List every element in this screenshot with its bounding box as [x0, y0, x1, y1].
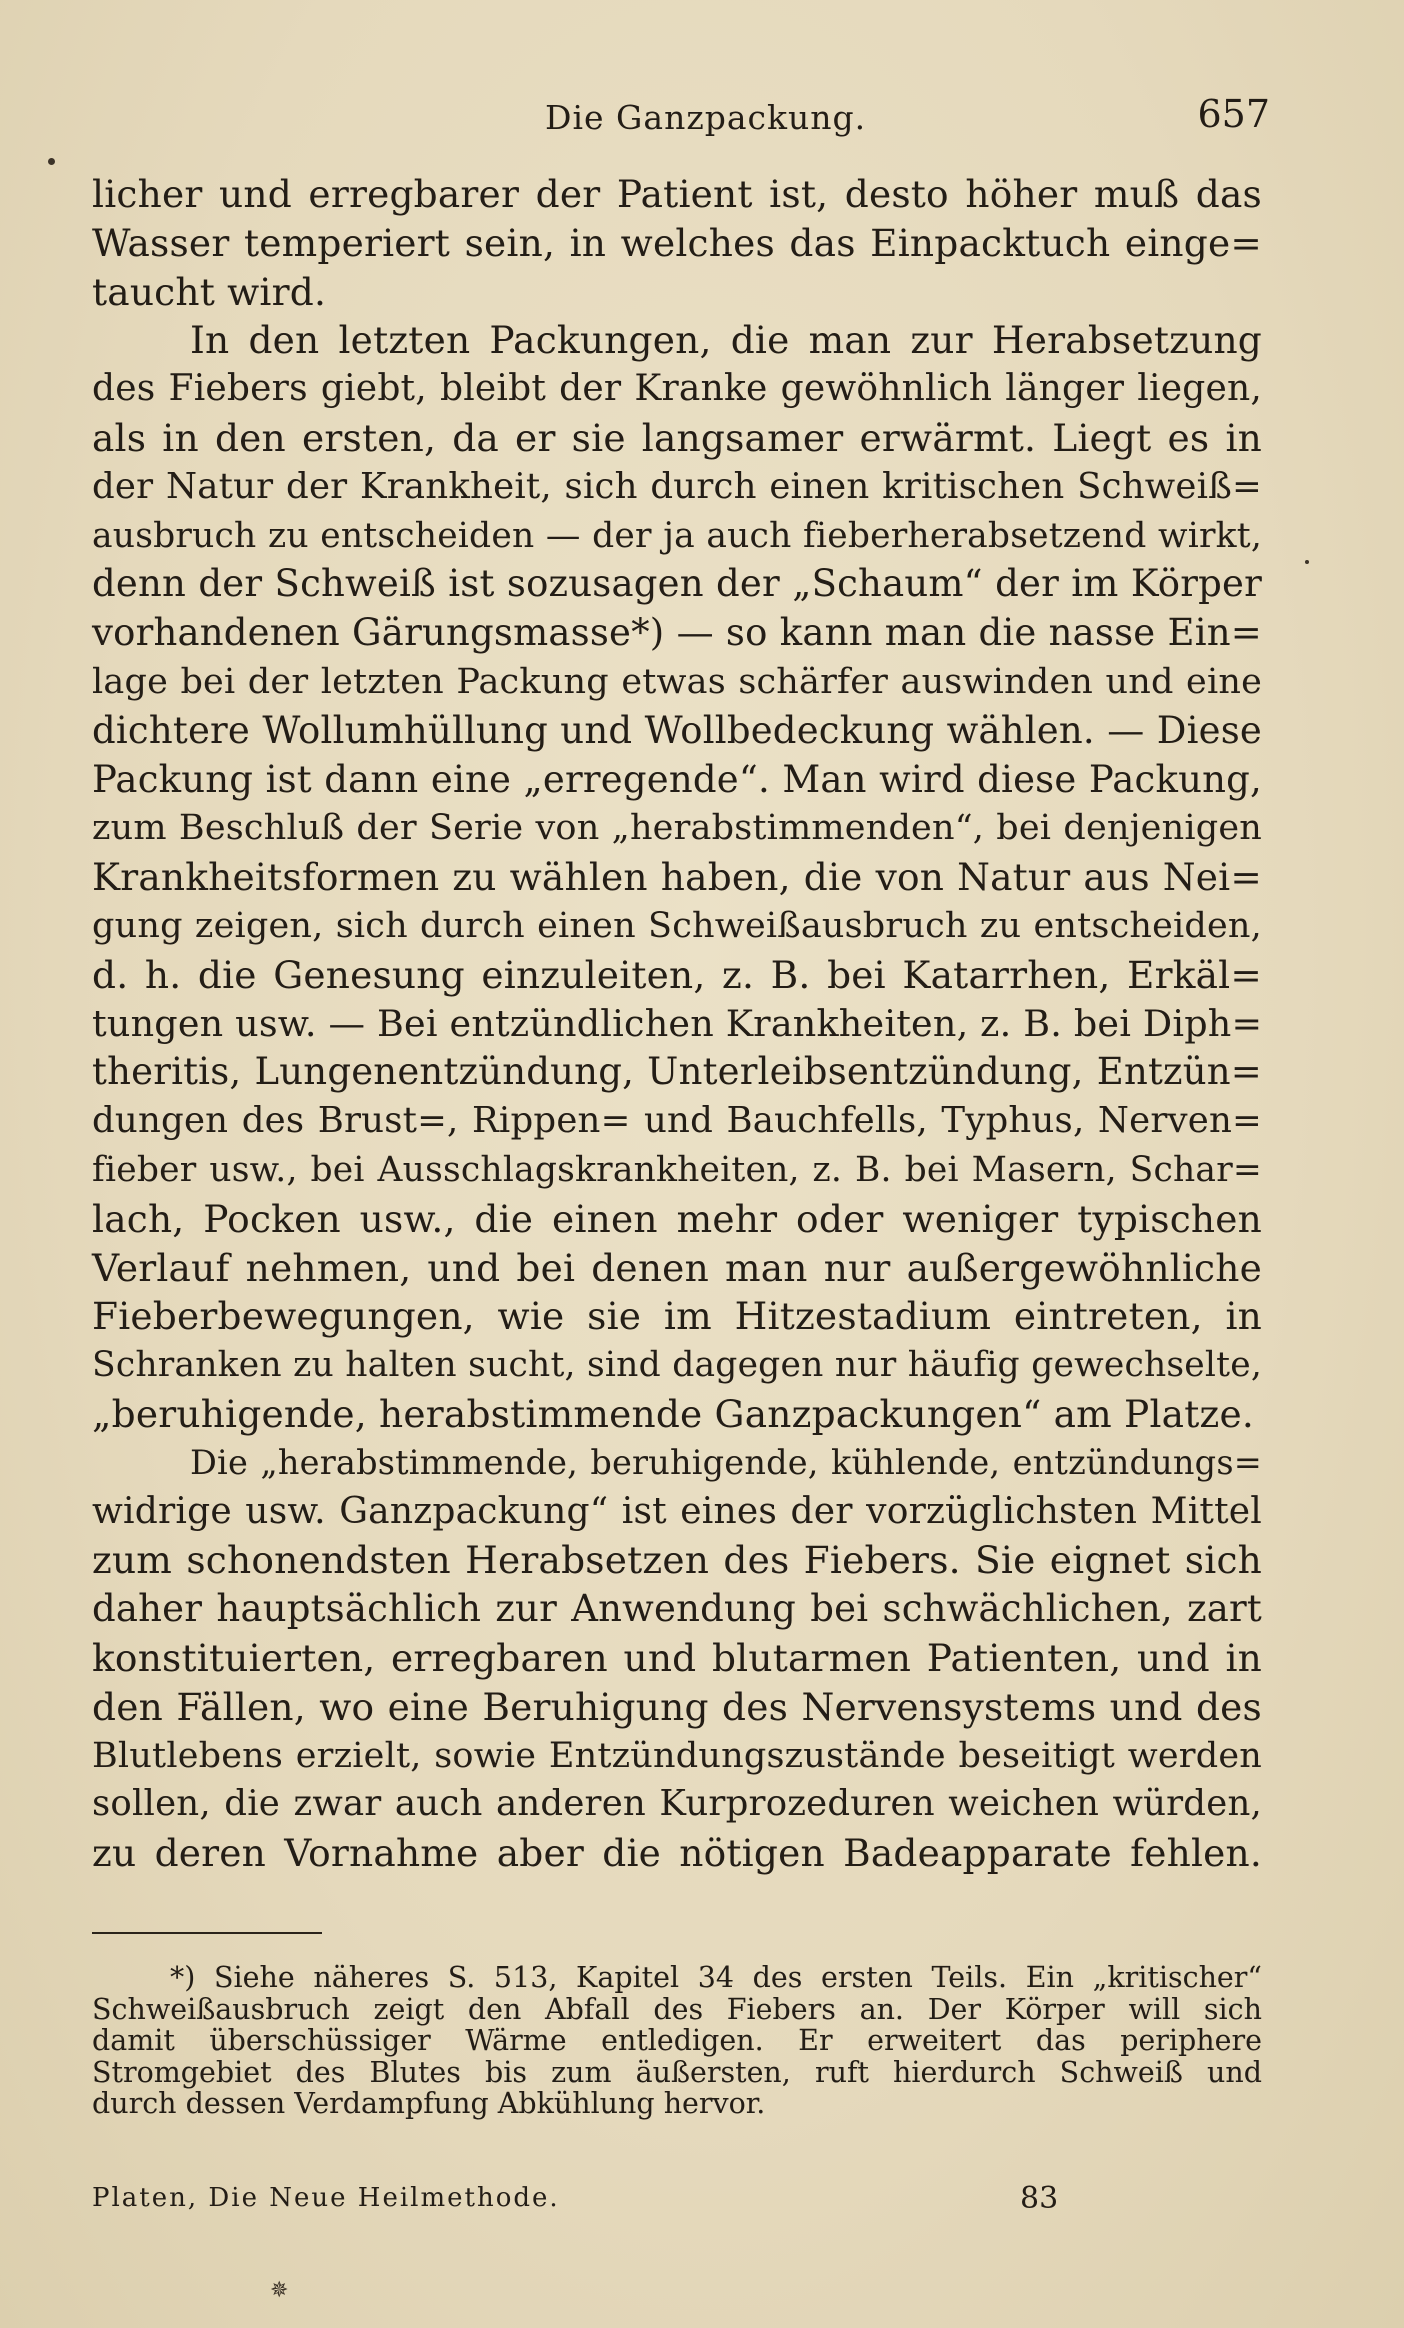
text-line: Schranken zu halten sucht, sind dagegen nur häufig gewechselte,: [92, 1345, 1262, 1386]
text-line: Wasser temperiert sein, in welches das Einpacktuch einge=: [92, 220, 1262, 265]
footnote-line: durch dessen Verdampfung Abkühlung hervor.: [92, 2087, 766, 2120]
body-text: [92, 170, 1262, 1878]
text-line: licher und erregbarer der Patient ist, desto höher muß das: [92, 172, 1262, 216]
running-title: Die Ganzpackung.: [545, 98, 867, 137]
text-line: zum Beschluß der Serie von „herabstimmenden“, bei denjenigen: [92, 808, 1262, 849]
book-signature: Platen, Die Neue Heilmethode.: [92, 2183, 560, 2213]
text-line: konstituierten, erregbaren und blutarmen Patienten, und in: [92, 1635, 1262, 1680]
text-line: der Natur der Krankheit, sich durch einen kritischen Schweiß=: [92, 465, 1262, 507]
text-line: dungen des Brust=, Rippen= und Bauchfells, Typhus, Nerven=: [92, 1100, 1262, 1142]
text-line: dichtere Wollumhüllung und Wollbedeckung wählen. — Diese: [92, 708, 1262, 752]
footnote-line: Schweißausbruch zeigt den Abfall des Fiebers an. Der Körper will sich: [92, 1992, 1262, 2026]
page-header: [90, 92, 1270, 152]
text-line: In den letzten Packungen, die man zur Herabsetzung: [190, 318, 1262, 363]
text-line: Verlauf nehmen, und bei denen man nur außergewöhnliche: [92, 1245, 1262, 1290]
text-line: sollen, die zwar auch anderen Kurprozeduren weichen würden,: [92, 1783, 1262, 1825]
sheet-number: 83: [1020, 2181, 1059, 2216]
asterism-ornament-icon: ✵: [270, 2278, 289, 2303]
text-line: zu deren Vornahme aber die nötigen Badeapparate fehlen.: [92, 1831, 1262, 1876]
text-line: lage bei der letzten Packung etwas schärfer auswinden und eine: [92, 661, 1262, 702]
text-line: fieber usw., bei Ausschlagskrankheiten, z. B. bei Masern, Schar=: [92, 1149, 1262, 1190]
text-line: gung zeigen, sich durch einen Schweißausbruch zu entscheiden,: [92, 905, 1262, 946]
text-line: Fieberbewegungen, wie sie im Hitzestadium eintreten, in: [92, 1294, 1262, 1339]
text-line: daher hauptsächlich zur Anwendung bei schwächlichen, zart: [92, 1587, 1262, 1631]
text-line: als in den ersten, da er sie langsamer erwärmt. Liegt es in: [92, 415, 1262, 460]
paper-speck: [48, 158, 55, 165]
paper-speck: [1305, 560, 1309, 564]
text-line: Krankheitsformen zu wählen haben, die von Natur aus Nei=: [92, 855, 1262, 900]
text-line: theritis, Lungenentzündung, Unterleibsentzündung, Entzün=: [92, 1050, 1262, 1094]
text-line: taucht wird.: [92, 269, 327, 314]
text-line: widrige usw. Ganzpackung“ ist eines der vorzüglichsten Mittel: [92, 1490, 1262, 1532]
text-line: den Fällen, wo eine Beruhigung des Nervensystems und des: [92, 1684, 1262, 1729]
signature-line: [92, 2183, 1092, 2223]
text-line: ausbruch zu entscheiden — der ja auch fieberherabsetzend wirkt,: [92, 515, 1262, 556]
text-line: des Fiebers giebt, bleibt der Kranke gewöhnlich länger liegen,: [92, 368, 1262, 410]
text-line: „beruhigende, herabstimmende Ganzpackungen“ am Platze.: [92, 1391, 1254, 1436]
footnote-line: *) Siehe näheres S. 513, Kapitel 34 des ersten Teils. Ein „kritischer“: [170, 1961, 1262, 1994]
text-line: zum schonendsten Herabsetzen des Fiebers. Sie eignet sich: [92, 1538, 1262, 1583]
text-line: d. h. die Genesung einzuleiten, z. B. bei Katarrhen, Erkäl=: [92, 952, 1262, 997]
footnote: [92, 1962, 1262, 2120]
text-line: Packung ist dann eine „erregende“. Man wird diese Packung,: [92, 757, 1262, 801]
text-line: vorhandenen Gärungsmasse*) — so kann man die nasse Ein=: [92, 611, 1262, 655]
text-line: Die „herabstimmende, beruhigende, kühlende, entzündungs=: [190, 1442, 1262, 1482]
text-line: Blutlebens erzielt, sowie Entzündungszustände beseitigt werden: [92, 1735, 1262, 1776]
footnote-line: damit überschüssiger Wärme entledigen. Er erweitert das periphere: [92, 2024, 1262, 2057]
page-number: 657: [1197, 92, 1270, 136]
footnote-rule: [92, 1932, 322, 1934]
text-line: denn der Schweiß ist sozusagen der „Schaum“ der im Körper: [92, 562, 1262, 606]
text-line: tungen usw. — Bei entzündlichen Krankheiten, z. B. bei Diph=: [92, 1001, 1263, 1045]
footnote-line: Stromgebiet des Blutes bis zum äußersten, ruft hierdurch Schweiß und: [92, 2055, 1262, 2089]
text-line: lach, Pocken usw., die einen mehr oder weniger typischen: [92, 1196, 1262, 1241]
